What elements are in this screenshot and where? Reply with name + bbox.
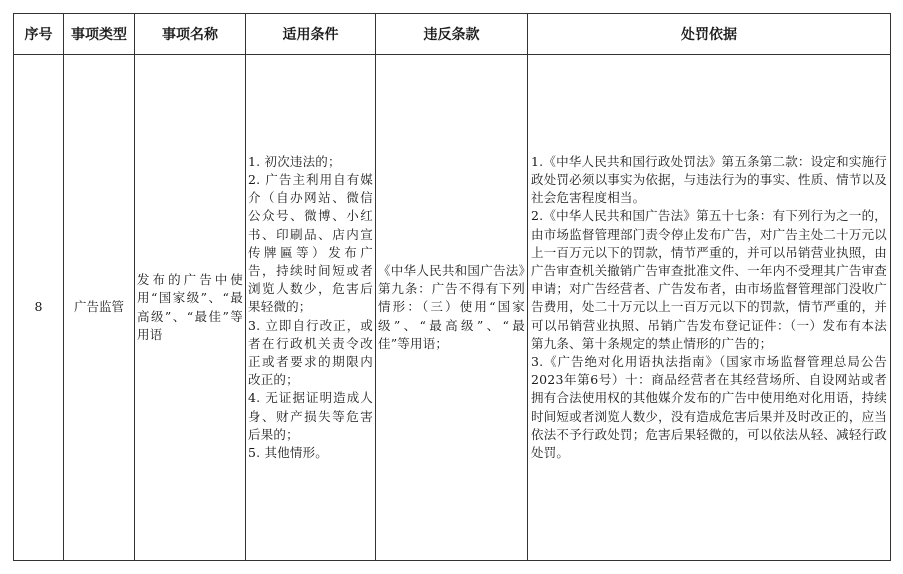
cell-basis <box>528 55 891 561</box>
cell-name <box>135 55 246 561</box>
header-basis: 处罚依据 <box>528 14 891 55</box>
cell-conditions <box>246 55 376 561</box>
cell-violation <box>376 55 528 561</box>
header-row <box>14 14 891 55</box>
cell-seq: 8 <box>14 55 64 561</box>
conditions-text: 1. 初次违法的； 2. 广告主利用自有媒介（自办网站、微信公众号、微博、小红书、印刷品、店内宣传牌匾等）发布广告，持续时间短或者浏览人数少，危害后果轻微的； 3. 立即自行改正，或者在行政机关责令改正或者要求的期限内改正的； 4. 无证据证明造成人身、财产损失等危害后果的； 5. 其他情形。 <box>248 153 373 461</box>
header-conditions: 适用条件 <box>246 14 376 55</box>
header-name: 事项名称 <box>135 14 246 55</box>
basis-text: 1.《中华人民共和国行政处罚法》第五条第二款：设定和实施行政处罚必须以事实为依据，与违法行为的事实、性质、情节以及社会危害程度相当。 2.《中华人民共和国广告法》第五十七条：有下列行为之一的，由市场监督管理部门责令停止发布广告，对广告主处二十万元以上一百万元以下的罚款，情节严重的，并可以吊销营业执照，由广告审查机关撤销广告审查批准文件、一年内不受理其广告审查申请；对广告经营者、广告发布者，由市场监督管理部门没收广告费用，处二十万元以上一百万元以下的罚款，情节严重的，并可以吊销营业执照、吊销广告发布登记证件：（一）发布有本法第九条、第十条规定的禁止情形的广告的； 3.《广告绝对化用语执法指南》（国家市场监督管理总局公告 2023年第6号）十：商品经营者在其经营场所、自设网站或者拥有合法使用权的其他媒介发布的广告中使用绝对化用语，持续时间短或者浏览人数少，没有造成危害后果并及时改正的，应当依法不予行政处罚；危害后果轻微的，可以依法从轻、减轻行政处罚。 <box>531 153 887 461</box>
cell-type: 广告监管 <box>64 55 135 561</box>
penalty-table <box>13 13 891 561</box>
table-row <box>14 55 891 561</box>
violation-text: 《中华人民共和国广告法》第九条：广告不得有下列情形：（三）使用“国家级”、“最高级”、“最佳”等用语； <box>378 262 525 351</box>
header-violation: 违反条款 <box>376 14 528 55</box>
header-seq: 序号 <box>14 14 64 55</box>
header-type: 事项类型 <box>64 14 135 55</box>
item-name-text: 发布的广告中使用“国家级”、“最高级”、“最佳”等用语 <box>137 272 243 342</box>
